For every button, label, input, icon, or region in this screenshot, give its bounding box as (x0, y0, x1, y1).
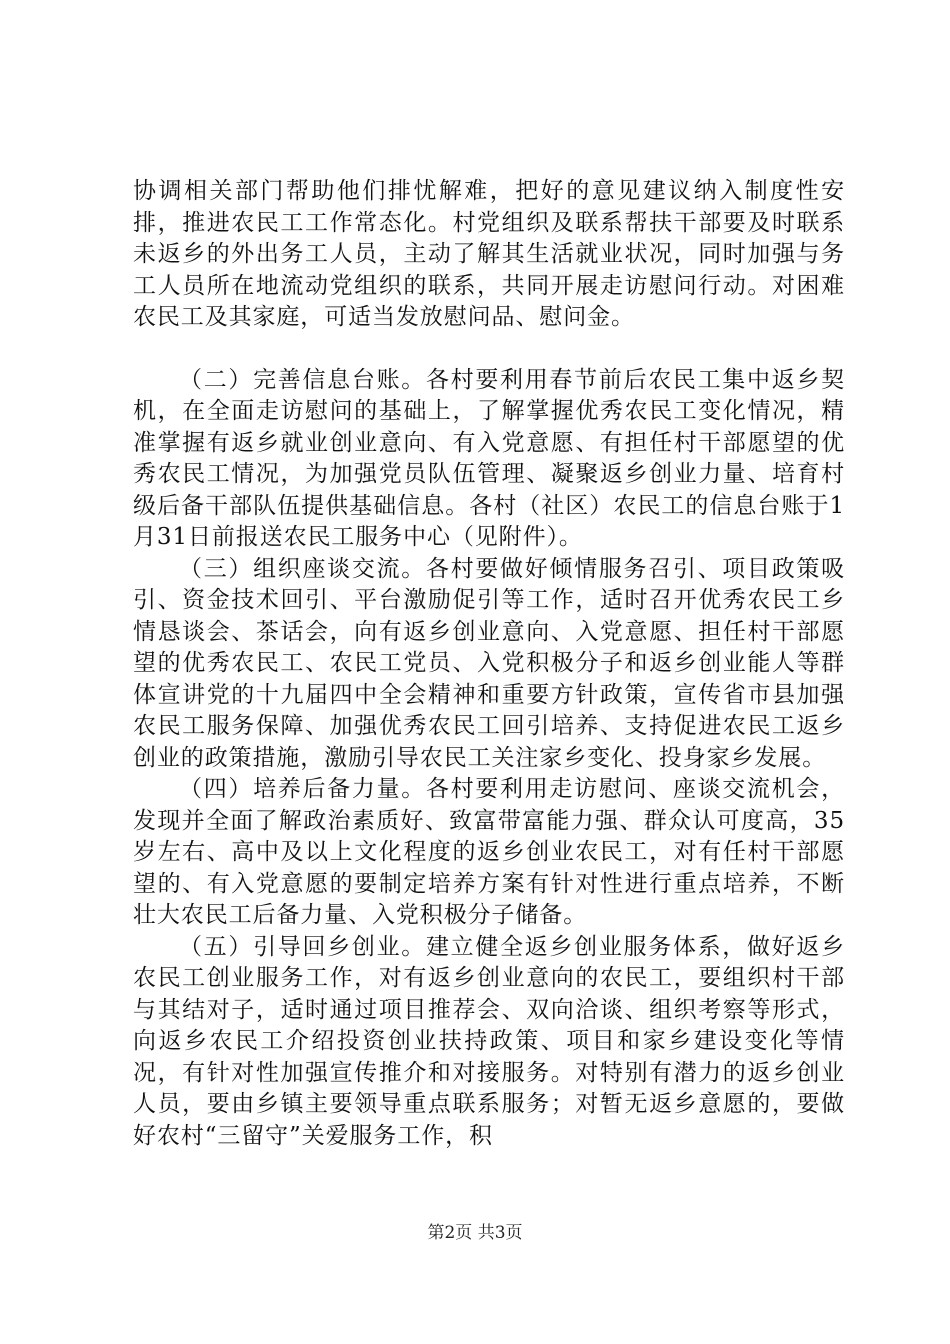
page-footer: 第2页 共3页 (427, 1223, 523, 1243)
paragraph-continuation: 协调相关部门帮助他们排忧解难，把好的意见建议纳入制度性安排，推进农民工工作常态化。村党组织及联系帮扶干部要及时联系未返乡的外出务工人员，主动了解其生活就业状况，同时加强与务工人员所在地流动党组织的联系，共同开展走访慰问行动。对困难农民工及其家庭，可适当发放慰问品、慰问金。 (133, 178, 845, 330)
paragraph-section-5: （五）引导回乡创业。建立健全返乡创业服务体系，做好返乡农民工创业服务工作，对有返乡创业意向的农民工，要组织村干部与其结对子，适时通过项目推荐会、双向洽谈、组织考察等形式，向返乡农民工介绍投资创业扶持政策、项目和家乡建设变化等情况，有针对性加强宣传推介和对接服务。对特别有潜力的返乡创业人员，要由乡镇主要领导重点联系服务；对暂无返乡意愿的，要做好农村“三留守”关爱服务工作，积 (133, 933, 845, 1149)
document-body (133, 176, 845, 1152)
paragraph-section-2: （二）完善信息台账。各村要利用春节前后农民工集中返乡契机，在全面走访慰问的基础上，了解掌握优秀农民工变化情况，精准掌握有返乡就业创业意向、有入党意愿、有担任村干部愿望的优秀农民工情况，为加强党员队伍管理、凝聚返乡创业力量、培育村级后备干部队伍提供基础信息。各村（社区）农民工的信息台账于1月31日前报送农民工服务中心（见附件）。 (133, 366, 845, 550)
paragraph-section-3: （三）组织座谈交流。各村要做好倾情服务召引、项目政策吸引、资金技术回引、平台激励促引等工作，适时召开优秀农民工乡情恳谈会、茶话会，向有返乡创业意向、入党意愿、担任村干部愿望的优秀农民工、农民工党员、入党积极分子和返乡创业能人等群体宣讲党的十九届四中全会精神和重要方针政策，宣传省市县加强农民工服务保障、加强优秀农民工回引培养、支持促进农民工返乡创业的政策措施，激励引导农民工关注家乡变化、投身家乡发展。 (133, 555, 845, 771)
paragraph-section-4: （四）培养后备力量。各村要利用走访慰问、座谈交流机会，发现并全面了解政治素质好、致富带富能力强、群众认可度高，35岁左右、高中及以上文化程度的返乡创业农民工，对有任村干部愿望的、有入党意愿的要制定培养方案有针对性进行重点培养，不断壮大农民工后备力量、入党积极分子储备。 (133, 776, 845, 928)
